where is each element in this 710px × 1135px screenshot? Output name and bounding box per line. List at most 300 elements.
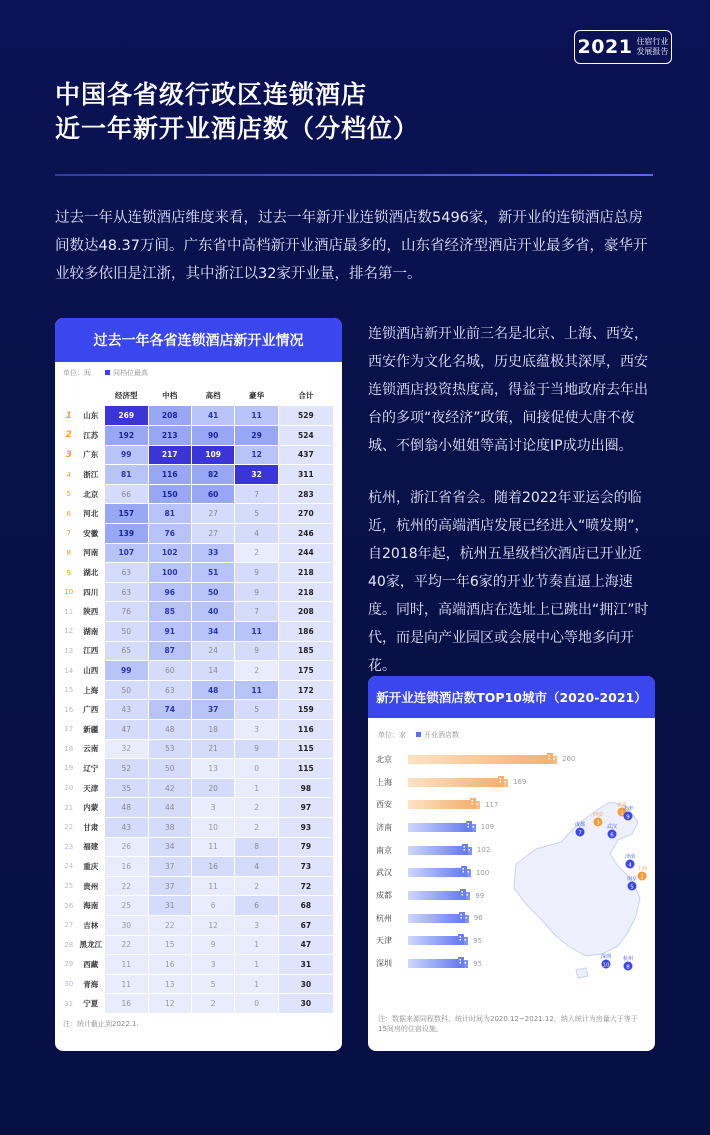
bar-value-label: 96 bbox=[473, 914, 483, 923]
bar-row bbox=[376, 793, 498, 816]
row-rank: 31 bbox=[63, 994, 75, 1014]
cell-economy: 43 bbox=[105, 700, 148, 720]
cell-luxury: 12 bbox=[235, 445, 278, 465]
cell-midscale: 50 bbox=[148, 759, 191, 779]
cell-economy: 192 bbox=[105, 426, 148, 446]
cell-upscale: 37 bbox=[191, 700, 234, 720]
bar-value-label: 260 bbox=[562, 755, 576, 764]
row-rank: 7 bbox=[63, 524, 75, 544]
cell-total: 47 bbox=[278, 935, 333, 955]
table-row bbox=[63, 543, 334, 563]
cell-midscale: 34 bbox=[148, 837, 191, 857]
table-row bbox=[63, 896, 334, 916]
header-total: 合计 bbox=[278, 384, 333, 406]
bar-row bbox=[376, 907, 483, 930]
bar bbox=[408, 823, 467, 832]
header-midscale: 中档 bbox=[148, 384, 191, 406]
bar-row bbox=[376, 884, 484, 907]
bar bbox=[408, 800, 471, 809]
cell-economy: 22 bbox=[105, 935, 148, 955]
row-rank: 9 bbox=[63, 563, 75, 583]
cell-luxury: 1 bbox=[235, 974, 278, 994]
row-province: 甘肃 bbox=[75, 817, 105, 837]
cell-midscale: 85 bbox=[148, 602, 191, 622]
bar-row bbox=[376, 930, 482, 953]
row-province: 广东 bbox=[75, 445, 105, 465]
map-pin bbox=[637, 865, 647, 881]
cell-midscale: 81 bbox=[148, 504, 191, 524]
bar-value-label: 169 bbox=[513, 778, 527, 787]
map-city-label: 济南 bbox=[624, 854, 636, 860]
intro-paragraph: 过去一年从连锁酒店维度来看，过去一年新开业连锁酒店数5496家，新开业的连锁酒店总房间数达48.37万间。广东省中高档新开业酒店最多的，山东省经济型酒店开业最多省，豪华开业较多依旧是江浙，其中浙江以32家开业量，排名第一。 bbox=[55, 210, 648, 282]
map-city-label: 南京 bbox=[626, 876, 638, 882]
cell-upscale: 10 bbox=[191, 817, 234, 837]
map-pin-rank: 2 bbox=[640, 874, 644, 881]
badge-year: 2021 bbox=[577, 36, 633, 58]
cell-upscale: 18 bbox=[191, 720, 234, 740]
table-row bbox=[63, 504, 334, 524]
cell-midscale: 37 bbox=[148, 876, 191, 896]
cell-economy: 32 bbox=[105, 739, 148, 759]
table-row bbox=[63, 817, 334, 837]
cell-upscale: 48 bbox=[191, 680, 234, 700]
cell-upscale: 51 bbox=[191, 563, 234, 583]
bar-city-label: 南京 bbox=[376, 845, 392, 855]
cell-economy: 25 bbox=[105, 896, 148, 916]
cell-luxury: 3 bbox=[235, 720, 278, 740]
cell-total: 30 bbox=[278, 974, 333, 994]
cell-total: 159 bbox=[278, 700, 333, 720]
map-city-label: 西安 bbox=[592, 812, 604, 818]
map-pin-rank: 1 bbox=[620, 810, 624, 817]
cell-upscale: 90 bbox=[191, 426, 234, 446]
bar bbox=[408, 868, 462, 877]
bar-city-label: 杭州 bbox=[376, 913, 392, 923]
row-province: 江西 bbox=[75, 641, 105, 661]
cell-midscale: 102 bbox=[148, 543, 191, 563]
badge-line-2: 发展报告 bbox=[636, 47, 669, 56]
page-title bbox=[55, 78, 419, 146]
table-row bbox=[63, 837, 334, 857]
cell-total: 186 bbox=[278, 622, 333, 642]
row-province: 新疆 bbox=[75, 720, 105, 740]
row-rank: 13 bbox=[63, 641, 75, 661]
cell-luxury: 11 bbox=[235, 622, 278, 642]
bar-value-label: 109 bbox=[480, 823, 495, 832]
cell-midscale: 87 bbox=[148, 641, 191, 661]
bar-value-label: 95 bbox=[473, 936, 483, 945]
row-province: 西藏 bbox=[75, 955, 105, 975]
cell-upscale: 41 bbox=[191, 406, 234, 426]
map-pin-rank: 4 bbox=[628, 862, 632, 869]
table-row bbox=[63, 876, 334, 896]
cell-luxury: 7 bbox=[235, 484, 278, 504]
table-note: 注：统计截止到2022.1. bbox=[63, 1020, 139, 1028]
cell-total: 244 bbox=[278, 543, 333, 563]
cell-luxury: 6 bbox=[235, 896, 278, 916]
cell-luxury: 9 bbox=[235, 641, 278, 661]
cell-economy: 66 bbox=[105, 484, 148, 504]
cell-economy: 11 bbox=[105, 955, 148, 975]
report-badge bbox=[574, 30, 672, 64]
table-card-title: 过去一年各省连锁酒店新开业情况 bbox=[55, 318, 342, 362]
bar-city-label: 上海 bbox=[376, 777, 392, 787]
cell-economy: 47 bbox=[105, 720, 148, 740]
cell-luxury: 4 bbox=[235, 524, 278, 544]
row-province: 贵州 bbox=[75, 876, 105, 896]
bar bbox=[408, 891, 461, 900]
cell-economy: 63 bbox=[105, 582, 148, 602]
cell-midscale: 12 bbox=[148, 994, 191, 1014]
map-city-label: 成都 bbox=[574, 822, 586, 828]
building-icon bbox=[469, 796, 481, 809]
row-province: 重庆 bbox=[75, 857, 105, 877]
bar-value-label: 95 bbox=[473, 959, 483, 968]
cell-midscale: 31 bbox=[148, 896, 191, 916]
table-row bbox=[63, 700, 334, 720]
cell-luxury: 7 bbox=[235, 602, 278, 622]
cell-luxury: 1 bbox=[235, 935, 278, 955]
row-rank: 28 bbox=[63, 935, 75, 955]
row-province: 福建 bbox=[75, 837, 105, 857]
table-row bbox=[63, 935, 334, 955]
table-row bbox=[63, 739, 334, 759]
china-map bbox=[506, 794, 651, 1004]
cell-luxury: 9 bbox=[235, 563, 278, 583]
row-rank: 19 bbox=[63, 759, 75, 779]
building-icon bbox=[461, 842, 473, 855]
cell-luxury: 1 bbox=[235, 955, 278, 975]
cell-midscale: 37 bbox=[148, 857, 191, 877]
header-luxury: 豪华 bbox=[235, 384, 278, 406]
map-pin-rank: 10 bbox=[602, 962, 610, 969]
building-icon bbox=[458, 910, 470, 923]
cell-midscale: 15 bbox=[148, 935, 191, 955]
cell-upscale: 82 bbox=[191, 465, 234, 485]
cell-total: 185 bbox=[278, 641, 333, 661]
cell-midscale: 42 bbox=[148, 778, 191, 798]
badge-line-1: 住宿行业 bbox=[636, 37, 669, 46]
row-rank: 29 bbox=[63, 955, 75, 975]
cell-upscale: 50 bbox=[191, 582, 234, 602]
legend-item bbox=[105, 368, 148, 378]
cell-luxury: 29 bbox=[235, 426, 278, 446]
cell-luxury: 32 bbox=[235, 465, 278, 485]
cell-luxury: 0 bbox=[235, 759, 278, 779]
cell-midscale: 13 bbox=[148, 974, 191, 994]
cell-economy: 76 bbox=[105, 602, 148, 622]
cell-total: 30 bbox=[278, 994, 333, 1014]
legend-label: 同档位最高 bbox=[113, 369, 148, 377]
province-table-card bbox=[55, 318, 342, 1051]
map-pin bbox=[601, 953, 611, 969]
cell-luxury: 11 bbox=[235, 680, 278, 700]
cell-total: 98 bbox=[278, 778, 333, 798]
cell-economy: 81 bbox=[105, 465, 148, 485]
table-row bbox=[63, 445, 334, 465]
cell-total: 116 bbox=[278, 720, 333, 740]
table-row bbox=[63, 680, 334, 700]
cell-economy: 30 bbox=[105, 915, 148, 935]
row-rank: 21 bbox=[63, 798, 75, 818]
bar-value-label: 117 bbox=[485, 800, 499, 809]
city-chart-card bbox=[368, 676, 655, 1051]
cell-economy: 157 bbox=[105, 504, 148, 524]
row-province: 陕西 bbox=[75, 602, 105, 622]
row-rank: 1 bbox=[63, 406, 75, 426]
row-province: 山西 bbox=[75, 661, 105, 681]
table-row bbox=[63, 563, 334, 583]
table-row bbox=[63, 622, 334, 642]
hainan-island bbox=[576, 968, 588, 978]
cell-total: 72 bbox=[278, 876, 333, 896]
row-rank: 4 bbox=[63, 465, 75, 485]
cell-midscale: 53 bbox=[148, 739, 191, 759]
row-province: 四川 bbox=[75, 582, 105, 602]
cell-midscale: 44 bbox=[148, 798, 191, 818]
cell-luxury: 2 bbox=[235, 798, 278, 818]
city-chart-note: 注：数据来源同程数科，统计时间为2020.12~2021.12，纳入统计为房量大于等于15间房的住宿设施。 bbox=[378, 1015, 638, 1033]
table-row bbox=[63, 915, 334, 935]
bar bbox=[408, 846, 463, 855]
cell-upscale: 27 bbox=[191, 524, 234, 544]
table-row bbox=[63, 524, 334, 544]
cell-total: 68 bbox=[278, 896, 333, 916]
title-line-1: 中国各省级行政区连锁酒店 bbox=[55, 80, 368, 109]
cell-midscale: 208 bbox=[148, 406, 191, 426]
row-rank: 10 bbox=[63, 582, 75, 602]
city-legend-item bbox=[416, 730, 459, 740]
bar-row bbox=[376, 839, 490, 862]
table-row bbox=[63, 720, 334, 740]
cell-luxury: 9 bbox=[235, 582, 278, 602]
cell-upscale: 109 bbox=[191, 445, 234, 465]
row-province: 河北 bbox=[75, 504, 105, 524]
cell-total: 73 bbox=[278, 857, 333, 877]
map-pin-rank: 3 bbox=[596, 820, 600, 827]
row-province: 辽宁 bbox=[75, 759, 105, 779]
cell-upscale: 2 bbox=[191, 994, 234, 1014]
map-pin-rank: 6 bbox=[610, 832, 614, 839]
map-city-label: 上海 bbox=[636, 866, 648, 872]
cell-upscale: 5 bbox=[191, 974, 234, 994]
cell-midscale: 150 bbox=[148, 484, 191, 504]
row-province: 山东 bbox=[75, 406, 105, 426]
cell-midscale: 63 bbox=[148, 680, 191, 700]
cell-midscale: 74 bbox=[148, 700, 191, 720]
cell-upscale: 33 bbox=[191, 543, 234, 563]
cell-midscale: 213 bbox=[148, 426, 191, 446]
cell-midscale: 96 bbox=[148, 582, 191, 602]
bar bbox=[408, 914, 460, 923]
cell-upscale: 14 bbox=[191, 661, 234, 681]
title-line-2: 近一年新开业酒店数（分档位） bbox=[55, 114, 420, 143]
row-rank: 22 bbox=[63, 817, 75, 837]
building-icon bbox=[465, 819, 477, 832]
header-upscale: 高档 bbox=[191, 384, 234, 406]
row-province: 湖南 bbox=[75, 622, 105, 642]
cell-economy: 99 bbox=[105, 445, 148, 465]
city-legend bbox=[378, 730, 459, 740]
row-province: 河南 bbox=[75, 543, 105, 563]
row-province: 吉林 bbox=[75, 915, 105, 935]
row-rank: 23 bbox=[63, 837, 75, 857]
bar-value-label: 102 bbox=[476, 846, 491, 855]
cell-upscale: 3 bbox=[191, 955, 234, 975]
cell-midscale: 16 bbox=[148, 955, 191, 975]
cell-upscale: 60 bbox=[191, 484, 234, 504]
row-rank: 2 bbox=[63, 426, 75, 446]
cell-luxury: 3 bbox=[235, 915, 278, 935]
cell-luxury: 1 bbox=[235, 778, 278, 798]
row-province: 宁夏 bbox=[75, 994, 105, 1014]
bar bbox=[408, 959, 459, 968]
cell-upscale: 12 bbox=[191, 915, 234, 935]
bar-city-label: 深圳 bbox=[376, 959, 392, 969]
table-row bbox=[63, 426, 334, 446]
map-city-label: 杭州 bbox=[622, 956, 634, 962]
row-province: 黑龙江 bbox=[75, 935, 105, 955]
row-rank: 17 bbox=[63, 720, 75, 740]
cell-total: 524 bbox=[278, 426, 333, 446]
cell-economy: 26 bbox=[105, 837, 148, 857]
city-card-title: 新开业连锁酒店数TOP10城市（2020-2021） bbox=[368, 676, 655, 718]
cell-economy: 11 bbox=[105, 974, 148, 994]
building-icon bbox=[546, 751, 558, 764]
cell-upscale: 11 bbox=[191, 837, 234, 857]
cell-midscale: 48 bbox=[148, 720, 191, 740]
cell-upscale: 27 bbox=[191, 504, 234, 524]
row-rank: 24 bbox=[63, 857, 75, 877]
cell-economy: 99 bbox=[105, 661, 148, 681]
cell-total: 311 bbox=[278, 465, 333, 485]
cell-midscale: 100 bbox=[148, 563, 191, 583]
table-row bbox=[63, 406, 334, 426]
building-icon bbox=[459, 887, 471, 900]
cell-total: 172 bbox=[278, 680, 333, 700]
map-city-label: 天津 bbox=[622, 806, 634, 812]
row-rank: 27 bbox=[63, 915, 75, 935]
cell-economy: 48 bbox=[105, 798, 148, 818]
cell-total: 93 bbox=[278, 817, 333, 837]
bar-city-label: 成都 bbox=[376, 891, 392, 901]
building-icon bbox=[457, 955, 469, 968]
cell-midscale: 217 bbox=[148, 445, 191, 465]
map-pin-rank: 9 bbox=[626, 814, 630, 821]
building-icon bbox=[460, 864, 472, 877]
cell-upscale: 34 bbox=[191, 622, 234, 642]
row-rank: 18 bbox=[63, 739, 75, 759]
table-row bbox=[63, 994, 334, 1014]
row-rank: 26 bbox=[63, 896, 75, 916]
table-row bbox=[63, 582, 334, 602]
cell-economy: 50 bbox=[105, 622, 148, 642]
map-pin-rank: 5 bbox=[630, 884, 634, 891]
bar bbox=[408, 936, 459, 945]
table-row bbox=[63, 778, 334, 798]
map-city-label: 深圳 bbox=[600, 954, 612, 960]
table-row bbox=[63, 759, 334, 779]
map-city-label: 武汉 bbox=[606, 824, 618, 830]
row-province: 天津 bbox=[75, 778, 105, 798]
table-row bbox=[63, 955, 334, 975]
cell-midscale: 91 bbox=[148, 622, 191, 642]
row-rank: 5 bbox=[63, 484, 75, 504]
cell-total: 270 bbox=[278, 504, 333, 524]
row-rank: 11 bbox=[63, 602, 75, 622]
cell-upscale: 20 bbox=[191, 778, 234, 798]
map-pin-rank: 8 bbox=[626, 964, 630, 971]
header-economy: 经济型 bbox=[105, 384, 148, 406]
cell-total: 79 bbox=[278, 837, 333, 857]
cell-economy: 63 bbox=[105, 563, 148, 583]
cell-total: 208 bbox=[278, 602, 333, 622]
cell-luxury: 4 bbox=[235, 857, 278, 877]
table-unit: 单位：间 bbox=[63, 369, 91, 377]
map-pin bbox=[623, 955, 633, 971]
row-rank: 6 bbox=[63, 504, 75, 524]
cell-economy: 16 bbox=[105, 994, 148, 1014]
cell-total: 246 bbox=[278, 524, 333, 544]
cell-total: 115 bbox=[278, 759, 333, 779]
cell-total: 175 bbox=[278, 661, 333, 681]
bar-row bbox=[376, 771, 526, 794]
bar-value-label: 100 bbox=[475, 868, 490, 877]
cell-luxury: 5 bbox=[235, 504, 278, 524]
cell-total: 67 bbox=[278, 915, 333, 935]
cell-midscale: 60 bbox=[148, 661, 191, 681]
province-table bbox=[63, 384, 334, 1014]
bar-row bbox=[376, 816, 494, 839]
cell-total: 115 bbox=[278, 739, 333, 759]
cell-luxury: 2 bbox=[235, 876, 278, 896]
cell-economy: 35 bbox=[105, 778, 148, 798]
row-rank: 12 bbox=[63, 622, 75, 642]
row-province: 青海 bbox=[75, 974, 105, 994]
cell-luxury: 8 bbox=[235, 837, 278, 857]
cell-total: 437 bbox=[278, 445, 333, 465]
cell-luxury: 0 bbox=[235, 994, 278, 1014]
city-legend-label: 开业酒店数 bbox=[424, 731, 459, 739]
cell-total: 218 bbox=[278, 582, 333, 602]
cell-upscale: 9 bbox=[191, 935, 234, 955]
map-pin bbox=[625, 853, 635, 869]
map-pin-rank: 7 bbox=[578, 830, 582, 837]
row-rank: 16 bbox=[63, 700, 75, 720]
building-icon bbox=[457, 932, 469, 945]
cell-economy: 139 bbox=[105, 524, 148, 544]
table-row bbox=[63, 661, 334, 681]
bar-row bbox=[376, 748, 575, 771]
cell-upscale: 11 bbox=[191, 876, 234, 896]
row-rank: 30 bbox=[63, 974, 75, 994]
right-paragraph-1: 连锁酒店新开业前三名是北京、上海、西安，西安作为文化名城，历史底蕴极其深厚，西安连锁酒店投资热度高，得益于当地政府去年出台的多项“夜经济”政策，间接促使大唐不夜城、不倒翁小姐姐等高讨论度IP成功出圈。 bbox=[368, 326, 648, 454]
title-divider bbox=[55, 174, 653, 176]
cell-midscale: 76 bbox=[148, 524, 191, 544]
cell-total: 97 bbox=[278, 798, 333, 818]
row-rank: 20 bbox=[63, 778, 75, 798]
cell-luxury: 11 bbox=[235, 406, 278, 426]
table-legend bbox=[55, 362, 342, 384]
table-row bbox=[63, 465, 334, 485]
row-rank: 25 bbox=[63, 876, 75, 896]
cell-midscale: 22 bbox=[148, 915, 191, 935]
cell-midscale: 116 bbox=[148, 465, 191, 485]
bar-city-label: 武汉 bbox=[376, 868, 392, 878]
row-province: 湖北 bbox=[75, 563, 105, 583]
cell-upscale: 3 bbox=[191, 798, 234, 818]
bar bbox=[408, 778, 499, 787]
